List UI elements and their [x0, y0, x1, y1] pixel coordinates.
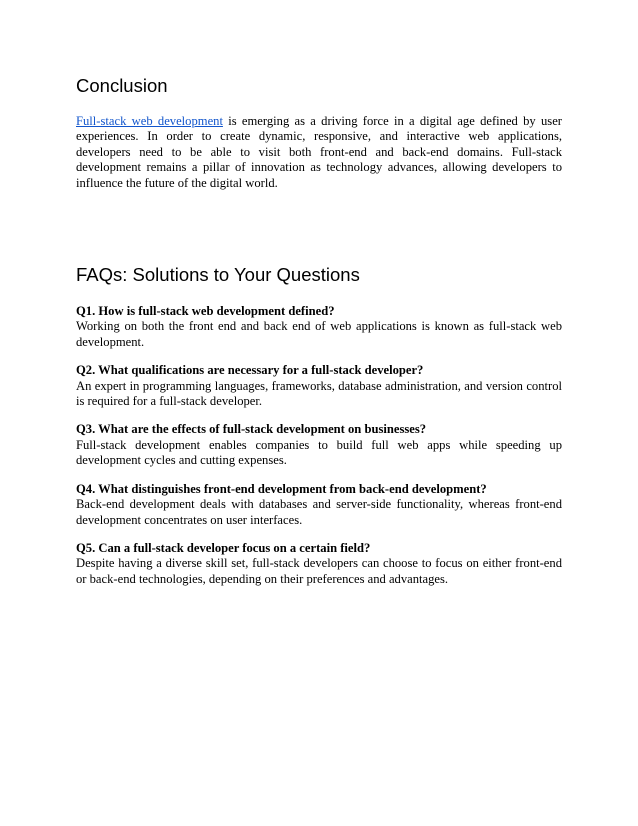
- faq-section: [76, 263, 562, 587]
- faq-answer: Full-stack development enables companies to build full web apps while speeding up development cycles and cutting expenses.: [76, 437, 562, 468]
- faq-question: Q4. What distinguishes front-end development from back-end development?: [76, 481, 487, 496]
- faq-question: Q2. What qualifications are necessary for a full-stack developer?: [76, 363, 424, 378]
- faq-item-2: [76, 363, 562, 409]
- faq-question: Q1. How is full-stack web development defined?: [76, 304, 335, 319]
- faq-answer: Back-end development deals with databases and server-side functionality, whereas front-end development concentrates on user interfaces.: [76, 497, 562, 527]
- faq-answer: An expert in programming languages, frameworks, database administration, and version control is required for a full-stack developer.: [76, 378, 562, 409]
- faq-item-1: [76, 304, 562, 350]
- faq-item-3: [76, 422, 562, 468]
- document-content: [76, 74, 562, 600]
- conclusion-heading: Conclusion: [76, 75, 168, 96]
- faq-item-4: [76, 482, 562, 528]
- faq-question: Q5. Can a full-stack developer focus on a certain field?: [76, 540, 371, 555]
- conclusion-body-text: is emerging as a driving force in a digital age defined by user experiences. In order to create dynamic, responsive, and interactive web applications, developers need to be able to visit both front-end and back-end domains. Full-stack development remains a pillar of innovation as technology advances, allowing developers to influence the future of the digital world.: [76, 114, 562, 190]
- full-stack-link[interactable]: Full-stack web development: [76, 114, 223, 128]
- faq-answer: Working on both the front end and back end of web applications is known as full-stack web development.: [76, 319, 562, 349]
- faq-heading: FAQs: Solutions to Your Questions: [76, 264, 360, 286]
- conclusion-section: [76, 74, 562, 191]
- conclusion-paragraph: [76, 114, 562, 191]
- faq-item-5: [76, 541, 562, 587]
- faq-answer: Despite having a diverse skill set, full-stack developers can choose to focus on either front-end or back-end technologies, depending on their preferences and advantages.: [76, 556, 562, 586]
- faq-question: Q3. What are the effects of full-stack development on businesses?: [76, 422, 427, 437]
